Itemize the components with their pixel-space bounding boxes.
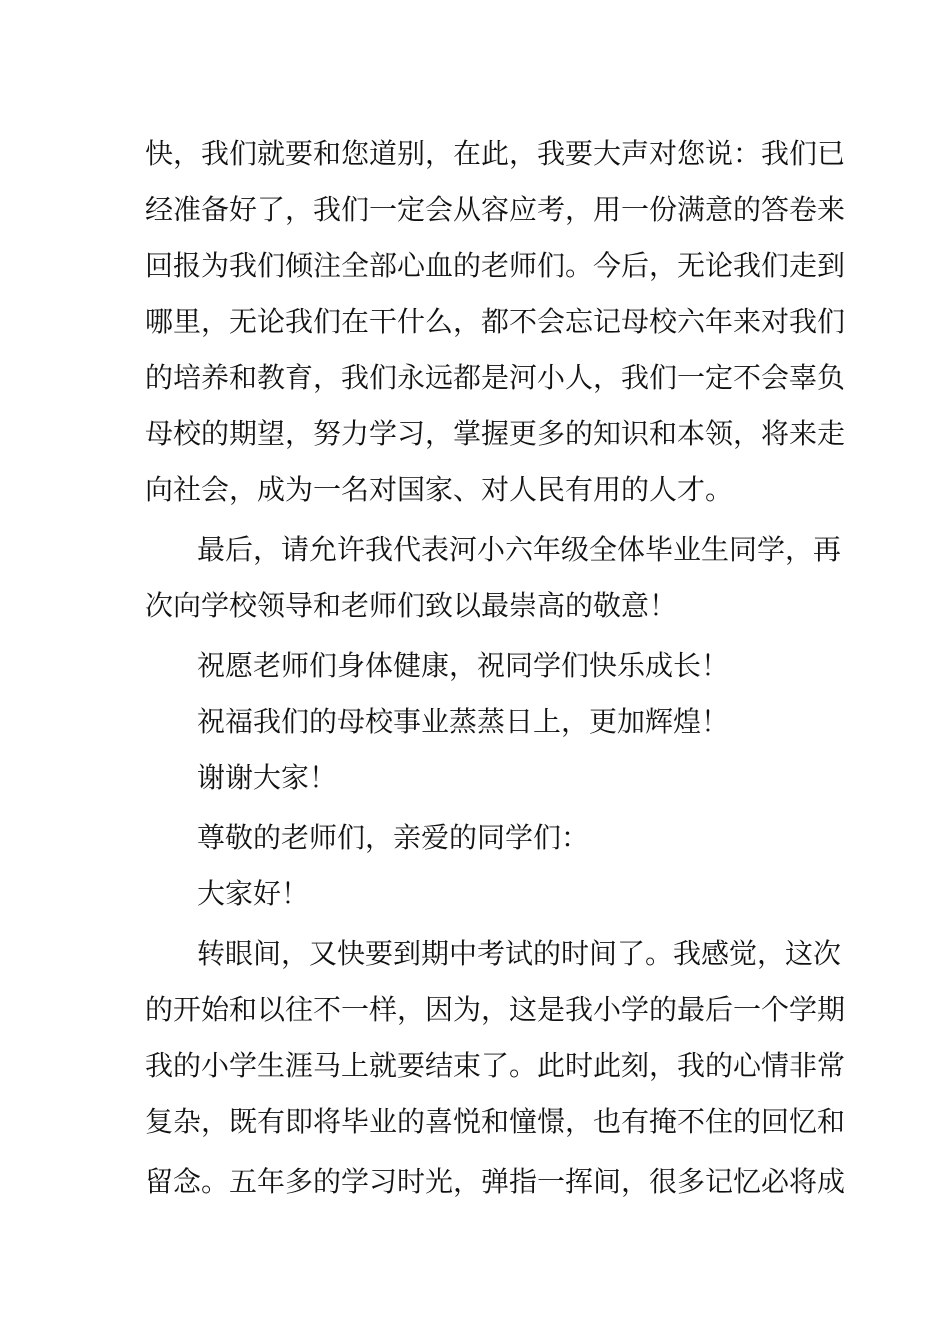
greeting-line: 大家好！ bbox=[197, 877, 310, 910]
text-line: 的培养和教育，我们永远都是河小人，我们一定不会辜负 bbox=[145, 361, 846, 394]
salutation-line: 尊敬的老师们，亲爱的同学们： bbox=[197, 821, 590, 854]
paragraph-line: 谢谢大家！ bbox=[197, 761, 338, 794]
text-line: 的开始和以往不一样，因为，这是我小学的最后一个学期 bbox=[145, 993, 846, 1026]
text-line: 复杂，既有即将毕业的喜悦和憧憬，也有掩不住的回忆和 bbox=[145, 1105, 846, 1138]
text-line: 快，我们就要和您道别，在此，我要大声对您说：我们已 bbox=[145, 137, 846, 170]
text-line: 次向学校领导和老师们致以最崇高的敬意！ bbox=[145, 589, 678, 622]
paragraph-first-line: 转眼间，又快要到期中考试的时间了。我感觉，这次 bbox=[197, 937, 842, 970]
paragraph-line: 祝愿老师们身体健康，祝同学们快乐成长！ bbox=[197, 649, 730, 682]
text-line: 向社会，成为一名对国家、对人民有用的人才。 bbox=[145, 473, 734, 506]
paragraph-line: 祝福我们的母校事业蒸蒸日上，更加辉煌！ bbox=[197, 705, 730, 738]
paragraph-first-line: 最后，请允许我代表河小六年级全体毕业生同学，再 bbox=[197, 533, 842, 566]
text-line: 哪里，无论我们在干什么，都不会忘记母校六年来对我们 bbox=[145, 305, 846, 338]
text-line: 母校的期望，努力学习，掌握更多的知识和本领，将来走 bbox=[145, 417, 846, 450]
text-line: 留念。五年多的学习时光，弹指一挥间，很多记忆必将成 bbox=[145, 1165, 846, 1198]
text-line: 回报为我们倾注全部心血的老师们。今后，无论我们走到 bbox=[145, 249, 846, 282]
text-line: 我的小学生涯马上就要结束了。此时此刻，我的心情非常 bbox=[145, 1049, 846, 1082]
text-line: 经准备好了，我们一定会从容应考，用一份满意的答卷来 bbox=[145, 193, 846, 226]
